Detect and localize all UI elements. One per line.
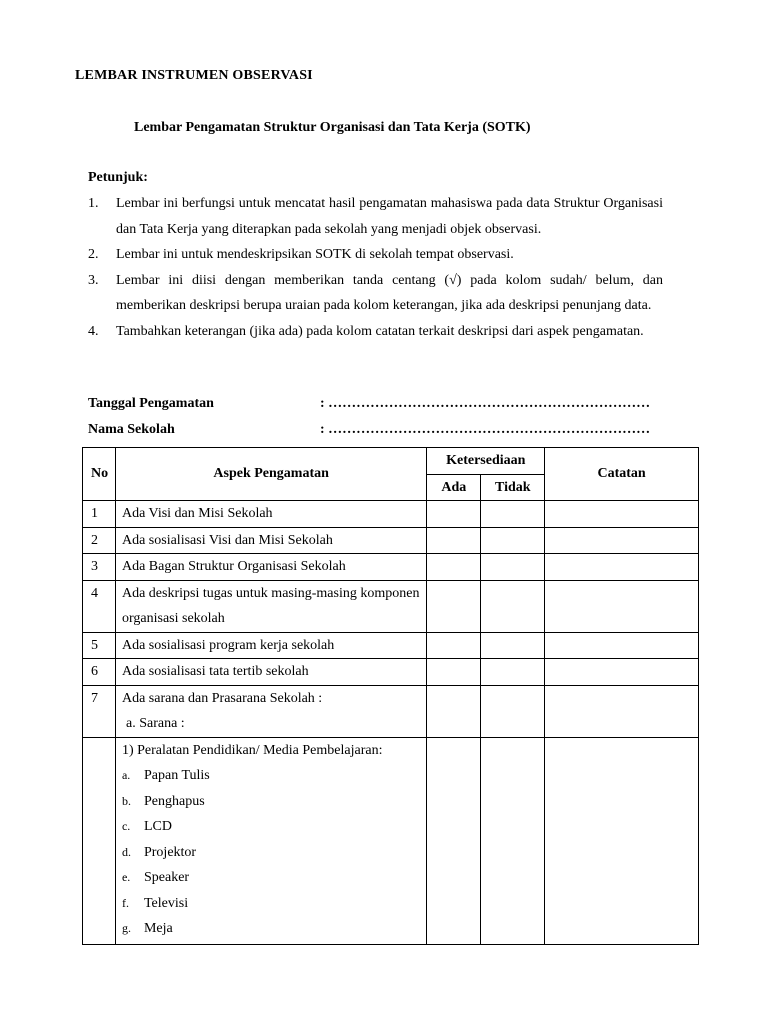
row-number: 4 [83, 580, 116, 632]
table-row [83, 527, 699, 554]
tidak-cell[interactable] [481, 659, 545, 686]
row-aspek: Ada Bagan Struktur Organisasi Sekolah [115, 554, 426, 581]
item-letter: a. [121, 768, 131, 782]
item-label: LCD [143, 819, 172, 834]
instruction-item [88, 191, 663, 242]
header-no: No [83, 448, 116, 501]
item-letter: c. [121, 819, 131, 833]
equipment-item [122, 916, 420, 942]
instruction-number: 1. [88, 196, 99, 211]
instruction-item [88, 319, 663, 345]
ada-cell[interactable] [427, 632, 481, 659]
header-catatan: Catatan [545, 448, 699, 501]
catatan-cell[interactable] [545, 580, 699, 632]
catatan-cell[interactable] [545, 501, 699, 528]
ada-cell[interactable] [427, 685, 481, 737]
row-aspek: Ada Visi dan Misi Sekolah [115, 501, 426, 528]
table-row [83, 737, 699, 944]
row-number: 1 [83, 501, 116, 528]
row-number: 3 [83, 554, 116, 581]
equipment-item [122, 814, 420, 840]
item-letter: d. [121, 844, 131, 859]
main-title: LEMBAR INSTRUMEN OBSERVASI [75, 68, 313, 83]
tidak-cell[interactable] [481, 632, 545, 659]
row-number: 5 [83, 632, 116, 659]
petunjuk-heading: Petunjuk: [88, 170, 148, 185]
item-label: Papan Tulis [143, 768, 210, 783]
instruction-text: Tambahkan keterangan (jika ada) pada kolom catatan terkait deskripsi dari aspek pengamatan. [116, 323, 644, 339]
row-aspek-sub: a. Sarana : [125, 716, 185, 731]
tanggal-row [88, 396, 650, 412]
item-label: Projektor [143, 844, 197, 860]
tidak-cell[interactable] [481, 501, 545, 528]
sekolah-field: : …………………………………………………………… [320, 422, 651, 437]
item-letter: e. [121, 870, 131, 884]
ada-cell[interactable] [427, 580, 481, 632]
equipment-item [122, 789, 420, 815]
instruction-text: Lembar ini berfungsi untuk mencatat hasil pengamatan mahasiswa pada data Struktur Organisasi dan Tata Kerja yang diterapkan pada sekolah yang menjadi objek observasi. [116, 196, 663, 237]
ada-cell[interactable] [427, 659, 481, 686]
equipment-item [122, 840, 420, 866]
catatan-cell[interactable] [545, 685, 699, 737]
instruction-item [88, 268, 663, 319]
ada-cell[interactable] [427, 527, 481, 554]
tidak-cell[interactable] [481, 527, 545, 554]
equipment-item [122, 865, 420, 891]
sekolah-row [88, 422, 650, 438]
row-aspek: Ada sosialisasi tata tertib sekolah [115, 659, 426, 686]
item-label: Penghapus [143, 793, 205, 809]
header-ada: Ada [427, 474, 481, 501]
sekolah-label: Nama Sekolah [88, 422, 175, 437]
equipment-item [122, 891, 420, 917]
instruction-number: 2. [88, 247, 99, 262]
row-number [83, 737, 116, 944]
table-row [83, 501, 699, 528]
item-label: Meja [143, 921, 173, 936]
tidak-cell[interactable] [481, 685, 545, 737]
row-number: 6 [83, 659, 116, 686]
item-label: Televisi [143, 895, 189, 911]
instruction-number: 4. [88, 323, 99, 339]
header-ketersediaan: Ketersediaan [427, 448, 545, 475]
tidak-cell[interactable] [481, 737, 545, 944]
item-letter: b. [121, 793, 131, 808]
row-number: 7 [83, 685, 116, 737]
instruction-text: Lembar ini diisi dengan memberikan tanda centang (√) pada kolom sudah/ belum, dan memberikan deskripsi berupa uraian pada kolom keterangan, jika ada deskripsi penunjang data. [116, 272, 663, 313]
equipment-list [115, 737, 426, 944]
instruction-text: Lembar ini untuk mendeskripsikan SOTK di sekolah tempat observasi. [116, 247, 514, 262]
header-tidak: Tidak [481, 474, 545, 501]
tanggal-field: : …………………………………………………………… [320, 396, 651, 411]
catatan-cell[interactable] [545, 527, 699, 554]
tidak-cell[interactable] [481, 554, 545, 581]
row-number: 2 [83, 527, 116, 554]
table-row [83, 632, 699, 659]
equipment-heading: 1) Peralatan Pendidikan/ Media Pembelajaran: [121, 742, 383, 758]
subtitle: Lembar Pengamatan Struktur Organisasi dan Tata Kerja (SOTK) [134, 120, 531, 135]
tidak-cell[interactable] [481, 580, 545, 632]
catatan-cell[interactable] [545, 737, 699, 944]
instruction-list [88, 191, 663, 344]
item-label: Speaker [143, 870, 190, 885]
row-aspek: Ada deskripsi tugas untuk masing-masing komponen organisasi sekolah [115, 580, 426, 632]
table-row [83, 580, 699, 632]
row-aspek: Ada sosialisasi program kerja sekolah [115, 632, 426, 659]
row-aspek: Ada sosialisasi Visi dan Misi Sekolah [115, 527, 426, 554]
observation-table [82, 447, 699, 945]
header-aspek: Aspek Pengamatan [115, 448, 426, 501]
ada-cell[interactable] [427, 737, 481, 944]
row-aspek-text: Ada sarana dan Prasarana Sekolah : [121, 690, 323, 706]
instruction-item [88, 242, 663, 268]
equipment-item [122, 763, 420, 789]
table-row [83, 554, 699, 581]
catatan-cell[interactable] [545, 632, 699, 659]
catatan-cell[interactable] [545, 659, 699, 686]
row-aspek [115, 685, 426, 737]
table-row [83, 685, 699, 737]
item-letter: f. [121, 895, 129, 910]
table-row [83, 659, 699, 686]
ada-cell[interactable] [427, 554, 481, 581]
ada-cell[interactable] [427, 501, 481, 528]
item-letter: g. [121, 921, 131, 935]
tanggal-label: Tanggal Pengamatan [88, 396, 214, 411]
catatan-cell[interactable] [545, 554, 699, 581]
instruction-number: 3. [88, 272, 99, 288]
